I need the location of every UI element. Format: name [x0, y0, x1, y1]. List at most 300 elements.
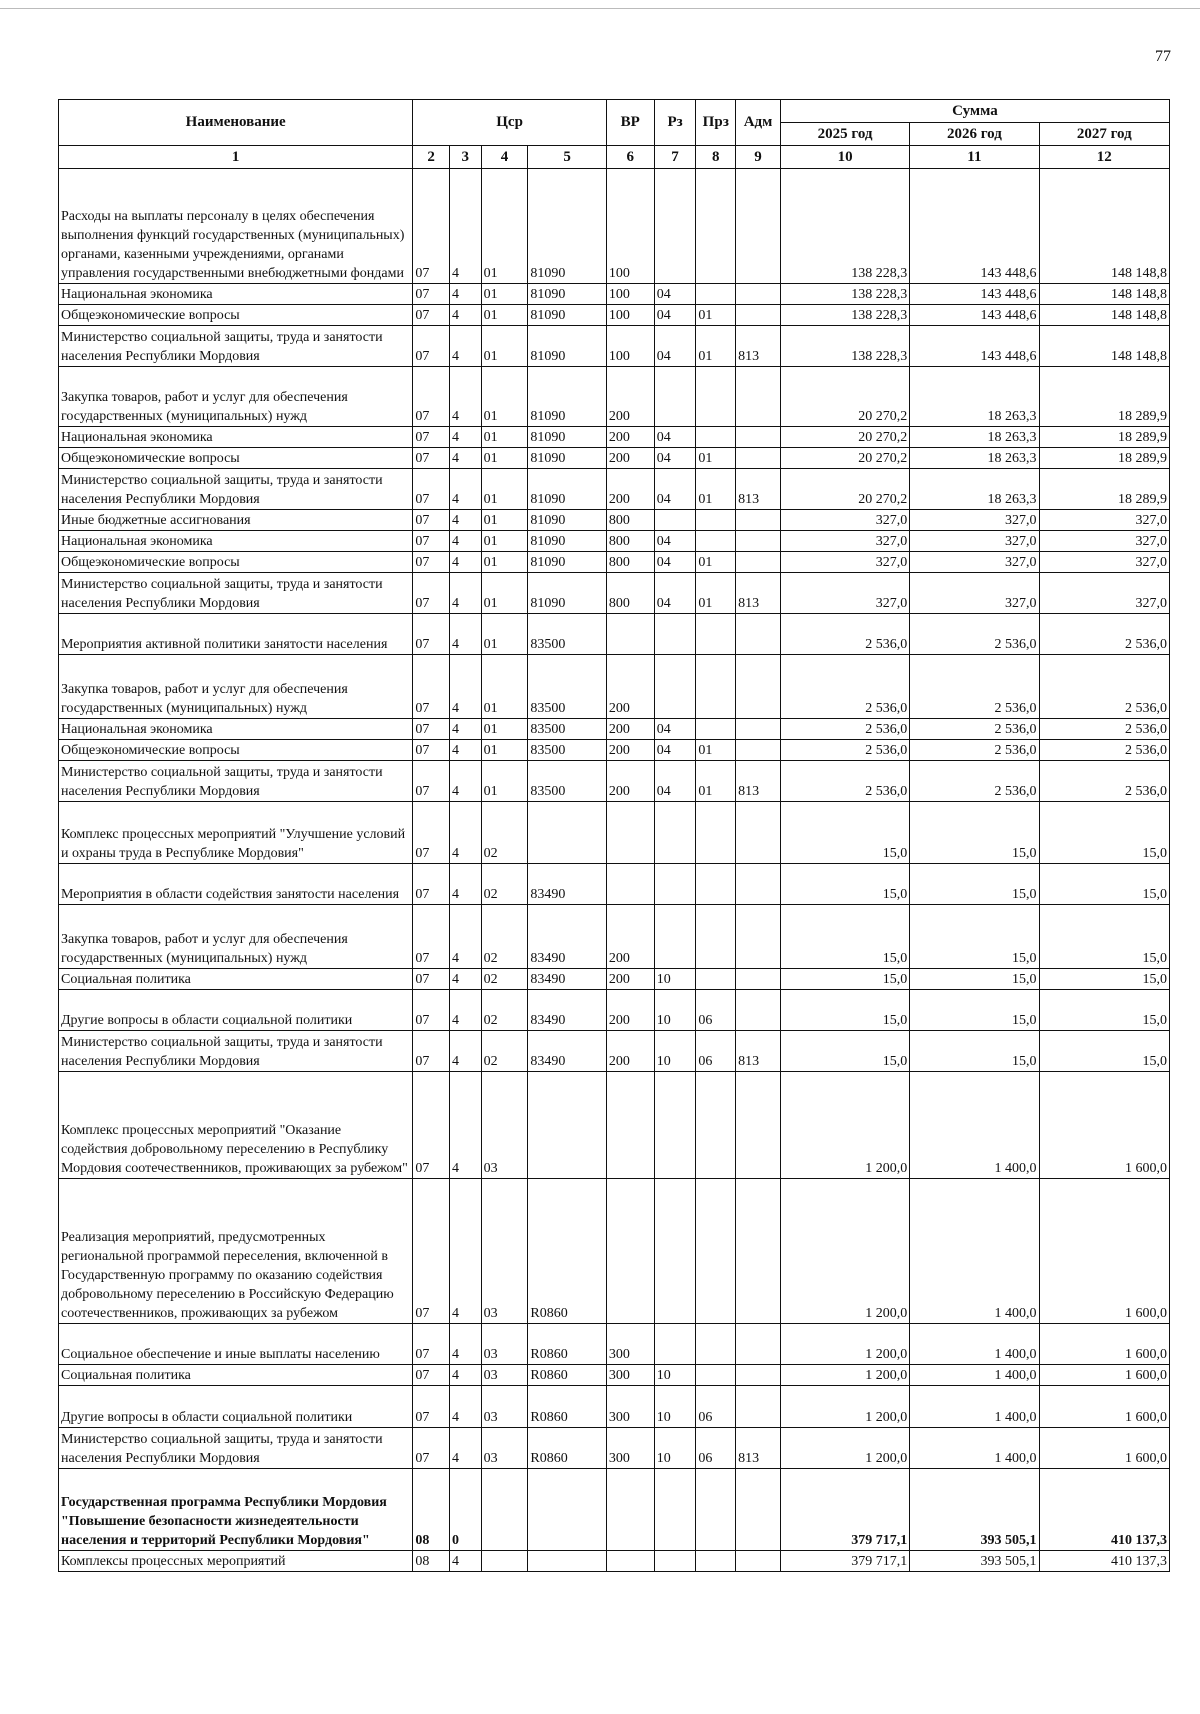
col-num: 1	[59, 146, 413, 169]
amount-2026: 1 400,0	[910, 1324, 1039, 1365]
table-row	[59, 305, 1170, 326]
col-num: 3	[450, 146, 482, 169]
csr-direction: R0860	[528, 1386, 606, 1428]
header-year-2025: 2025 год	[780, 123, 909, 146]
amount-2025: 327,0	[780, 573, 909, 614]
col-num: 8	[696, 146, 736, 169]
budget-table	[58, 99, 1170, 1572]
table-row	[59, 1179, 1170, 1324]
amount-2026: 18 263,3	[910, 469, 1039, 510]
rz-code	[654, 1469, 696, 1551]
table-row	[59, 740, 1170, 761]
csr-program: 07	[413, 1428, 450, 1469]
csr-complex: 01	[481, 326, 528, 367]
csr-program: 07	[413, 761, 450, 802]
csr-type: 4	[450, 864, 482, 905]
csr-type: 4	[450, 510, 482, 531]
row-name: Закупка товаров, работ и услуг для обеспечения государственных (муниципальных) нужд	[59, 367, 413, 427]
amount-2026: 15,0	[910, 990, 1039, 1031]
csr-complex: 01	[481, 284, 528, 305]
csr-type: 4	[450, 1551, 482, 1572]
header-adm: Адм	[736, 100, 781, 146]
vr-code	[606, 1551, 654, 1572]
table-row	[59, 864, 1170, 905]
csr-complex: 03	[481, 1324, 528, 1365]
csr-direction: 81090	[528, 367, 606, 427]
rz-code	[654, 614, 696, 655]
adm-code	[736, 905, 781, 969]
prz-code	[696, 367, 736, 427]
amount-2027: 2 536,0	[1039, 614, 1169, 655]
adm-code	[736, 531, 781, 552]
vr-code: 200	[606, 1031, 654, 1072]
rz-code: 04	[654, 469, 696, 510]
row-name: Государственная программа Республики Мордовия "Повышение безопасности жизнедеятельности населения и территорий Республики Мордовия"	[59, 1469, 413, 1551]
prz-code	[696, 284, 736, 305]
table-row	[59, 1428, 1170, 1469]
csr-program: 07	[413, 305, 450, 326]
csr-direction: R0860	[528, 1428, 606, 1469]
amount-2025: 138 228,3	[780, 284, 909, 305]
amount-2027: 148 148,8	[1039, 305, 1169, 326]
scan-edge-line	[0, 8, 1200, 9]
csr-type: 4	[450, 1031, 482, 1072]
csr-type: 4	[450, 169, 482, 284]
csr-direction: 81090	[528, 169, 606, 284]
csr-direction: 81090	[528, 552, 606, 573]
csr-type: 4	[450, 469, 482, 510]
amount-2027: 1 600,0	[1039, 1386, 1169, 1428]
rz-code: 04	[654, 284, 696, 305]
amount-2026: 143 448,6	[910, 305, 1039, 326]
row-name: Мероприятия активной политики занятости населения	[59, 614, 413, 655]
amount-2025: 20 270,2	[780, 448, 909, 469]
amount-2026: 15,0	[910, 969, 1039, 990]
header-name: Наименование	[59, 100, 413, 146]
vr-code: 200	[606, 367, 654, 427]
rz-code	[654, 1179, 696, 1324]
adm-code	[736, 969, 781, 990]
adm-code	[736, 1324, 781, 1365]
header-year-2026: 2026 год	[910, 123, 1039, 146]
amount-2026: 327,0	[910, 510, 1039, 531]
csr-direction: 81090	[528, 531, 606, 552]
vr-code: 800	[606, 552, 654, 573]
adm-code: 813	[736, 1031, 781, 1072]
amount-2025: 2 536,0	[780, 614, 909, 655]
row-name: Социальное обеспечение и иные выплаты населению	[59, 1324, 413, 1365]
amount-2027: 1 600,0	[1039, 1072, 1169, 1179]
prz-code: 01	[696, 326, 736, 367]
csr-complex: 01	[481, 761, 528, 802]
csr-program: 07	[413, 367, 450, 427]
amount-2027: 18 289,9	[1039, 469, 1169, 510]
rz-code	[654, 169, 696, 284]
csr-complex: 01	[481, 655, 528, 719]
csr-complex: 01	[481, 305, 528, 326]
amount-2027: 18 289,9	[1039, 367, 1169, 427]
prz-code	[696, 510, 736, 531]
rz-code: 04	[654, 740, 696, 761]
amount-2027: 15,0	[1039, 969, 1169, 990]
csr-type: 4	[450, 614, 482, 655]
amount-2025: 15,0	[780, 905, 909, 969]
table-row	[59, 169, 1170, 284]
col-num: 7	[654, 146, 696, 169]
table-row	[59, 905, 1170, 969]
prz-code	[696, 969, 736, 990]
csr-direction: 81090	[528, 510, 606, 531]
header-vr: ВР	[606, 100, 654, 146]
adm-code	[736, 169, 781, 284]
rz-code: 04	[654, 427, 696, 448]
csr-type: 4	[450, 740, 482, 761]
column-number-row	[59, 146, 1170, 169]
csr-type: 4	[450, 1365, 482, 1386]
vr-code: 200	[606, 990, 654, 1031]
header-prz: Прз	[696, 100, 736, 146]
adm-code	[736, 802, 781, 864]
table-row	[59, 469, 1170, 510]
csr-program: 07	[413, 990, 450, 1031]
csr-type: 4	[450, 573, 482, 614]
amount-2025: 15,0	[780, 864, 909, 905]
csr-type: 4	[450, 284, 482, 305]
csr-complex: 01	[481, 469, 528, 510]
prz-code	[696, 864, 736, 905]
vr-code: 200	[606, 655, 654, 719]
amount-2026: 143 448,6	[910, 169, 1039, 284]
rz-code: 04	[654, 326, 696, 367]
csr-type: 4	[450, 531, 482, 552]
vr-code: 200	[606, 427, 654, 448]
csr-program: 07	[413, 1179, 450, 1324]
row-name: Министерство социальной защиты, труда и занятости населения Республики Мордовия	[59, 326, 413, 367]
csr-complex: 03	[481, 1179, 528, 1324]
table-row	[59, 1031, 1170, 1072]
vr-code	[606, 864, 654, 905]
adm-code	[736, 1365, 781, 1386]
csr-direction: 81090	[528, 326, 606, 367]
csr-direction: 83500	[528, 614, 606, 655]
amount-2026: 18 263,3	[910, 367, 1039, 427]
adm-code: 813	[736, 469, 781, 510]
amount-2026: 15,0	[910, 864, 1039, 905]
row-name: Комплекс процессных мероприятий "Оказание содействия добровольному переселению в Республику Мордовия соотечественников, проживающих за рубежом"	[59, 1072, 413, 1179]
adm-code	[736, 614, 781, 655]
table-row	[59, 573, 1170, 614]
adm-code	[736, 1469, 781, 1551]
row-name: Закупка товаров, работ и услуг для обеспечения государственных (муниципальных) нужд	[59, 905, 413, 969]
row-name: Социальная политика	[59, 969, 413, 990]
table-row	[59, 802, 1170, 864]
table-row	[59, 1386, 1170, 1428]
amount-2027: 15,0	[1039, 864, 1169, 905]
vr-code: 200	[606, 469, 654, 510]
prz-code	[696, 719, 736, 740]
amount-2027: 2 536,0	[1039, 761, 1169, 802]
csr-complex: 02	[481, 905, 528, 969]
csr-direction: 83500	[528, 761, 606, 802]
csr-type: 4	[450, 1179, 482, 1324]
csr-complex	[481, 1551, 528, 1572]
rz-code: 04	[654, 761, 696, 802]
vr-code: 200	[606, 969, 654, 990]
rz-code: 04	[654, 573, 696, 614]
col-num: 5	[528, 146, 606, 169]
amount-2026: 327,0	[910, 552, 1039, 573]
prz-code: 06	[696, 990, 736, 1031]
row-name: Общеэкономические вопросы	[59, 305, 413, 326]
vr-code: 200	[606, 448, 654, 469]
table-row	[59, 990, 1170, 1031]
amount-2026: 1 400,0	[910, 1428, 1039, 1469]
csr-complex: 01	[481, 510, 528, 531]
header-rz: Рз	[654, 100, 696, 146]
amount-2027: 1 600,0	[1039, 1365, 1169, 1386]
csr-type: 4	[450, 1386, 482, 1428]
amount-2026: 18 263,3	[910, 448, 1039, 469]
prz-code: 01	[696, 552, 736, 573]
amount-2026: 327,0	[910, 573, 1039, 614]
amount-2025: 2 536,0	[780, 655, 909, 719]
amount-2026: 327,0	[910, 531, 1039, 552]
csr-complex: 01	[481, 740, 528, 761]
csr-direction: 81090	[528, 305, 606, 326]
row-name: Реализация мероприятий, предусмотренных региональной программой переселения, включенной в Государственную программу по оказанию содействия добровольному переселению в Российскую Федерацию соотечественников, проживающих за рубежом	[59, 1179, 413, 1324]
amount-2025: 15,0	[780, 969, 909, 990]
adm-code	[736, 1179, 781, 1324]
header-year-2027: 2027 год	[1039, 123, 1169, 146]
prz-code: 01	[696, 305, 736, 326]
adm-code: 813	[736, 326, 781, 367]
row-name: Общеэкономические вопросы	[59, 740, 413, 761]
csr-program: 08	[413, 1469, 450, 1551]
rz-code: 04	[654, 552, 696, 573]
amount-2025: 1 200,0	[780, 1179, 909, 1324]
amount-2026: 1 400,0	[910, 1386, 1039, 1428]
row-name: Министерство социальной защиты, труда и занятости населения Республики Мордовия	[59, 761, 413, 802]
rz-code	[654, 1072, 696, 1179]
prz-code	[696, 802, 736, 864]
table-row	[59, 761, 1170, 802]
amount-2025: 15,0	[780, 1031, 909, 1072]
amount-2027: 410 137,3	[1039, 1551, 1169, 1572]
prz-code: 01	[696, 469, 736, 510]
amount-2025: 327,0	[780, 552, 909, 573]
csr-direction: 83500	[528, 740, 606, 761]
prz-code	[696, 531, 736, 552]
vr-code: 200	[606, 905, 654, 969]
table-row	[59, 367, 1170, 427]
csr-program: 07	[413, 169, 450, 284]
rz-code	[654, 510, 696, 531]
amount-2027: 327,0	[1039, 510, 1169, 531]
csr-program: 07	[413, 1031, 450, 1072]
table-row	[59, 552, 1170, 573]
amount-2026: 143 448,6	[910, 326, 1039, 367]
rz-code	[654, 1324, 696, 1365]
prz-code	[696, 1072, 736, 1179]
row-name: Общеэкономические вопросы	[59, 448, 413, 469]
csr-program: 07	[413, 614, 450, 655]
csr-type: 4	[450, 1428, 482, 1469]
adm-code	[736, 552, 781, 573]
csr-program: 07	[413, 719, 450, 740]
amount-2026: 15,0	[910, 802, 1039, 864]
vr-code: 100	[606, 169, 654, 284]
table-row	[59, 969, 1170, 990]
vr-code	[606, 1179, 654, 1324]
vr-code: 300	[606, 1324, 654, 1365]
csr-type: 4	[450, 367, 482, 427]
vr-code: 200	[606, 761, 654, 802]
csr-type: 4	[450, 655, 482, 719]
row-name: Социальная политика	[59, 1365, 413, 1386]
row-name: Расходы на выплаты персоналу в целях обеспечения выполнения функций государственных (муниципальных) органами, казенными учреждениями, органами управления государственными внебюджетными фондами	[59, 169, 413, 284]
amount-2027: 1 600,0	[1039, 1428, 1169, 1469]
row-name: Общеэкономические вопросы	[59, 552, 413, 573]
csr-direction: 81090	[528, 573, 606, 614]
adm-code	[736, 990, 781, 1031]
csr-direction: 83500	[528, 719, 606, 740]
table-row	[59, 614, 1170, 655]
row-name: Другие вопросы в области социальной политики	[59, 1386, 413, 1428]
csr-program: 07	[413, 905, 450, 969]
col-num: 2	[413, 146, 450, 169]
csr-program: 07	[413, 1386, 450, 1428]
rz-code	[654, 864, 696, 905]
prz-code: 01	[696, 448, 736, 469]
csr-program: 07	[413, 469, 450, 510]
csr-complex: 01	[481, 169, 528, 284]
adm-code: 813	[736, 573, 781, 614]
row-name: Комплекс процессных мероприятий "Улучшение условий и охраны труда в Республике Мордовия"	[59, 802, 413, 864]
amount-2027: 18 289,9	[1039, 427, 1169, 448]
csr-type: 4	[450, 969, 482, 990]
csr-complex: 01	[481, 448, 528, 469]
csr-complex: 01	[481, 552, 528, 573]
amount-2026: 1 400,0	[910, 1365, 1039, 1386]
rz-code	[654, 655, 696, 719]
csr-program: 07	[413, 531, 450, 552]
amount-2025: 15,0	[780, 990, 909, 1031]
amount-2025: 20 270,2	[780, 367, 909, 427]
row-name: Комплексы процессных мероприятий	[59, 1551, 413, 1572]
amount-2025: 138 228,3	[780, 326, 909, 367]
adm-code	[736, 1072, 781, 1179]
table-row	[59, 510, 1170, 531]
rz-code: 10	[654, 1031, 696, 1072]
csr-complex: 01	[481, 573, 528, 614]
amount-2027: 15,0	[1039, 905, 1169, 969]
row-name: Национальная экономика	[59, 427, 413, 448]
csr-type: 4	[450, 305, 482, 326]
table-row	[59, 1551, 1170, 1572]
csr-program: 07	[413, 573, 450, 614]
amount-2027: 327,0	[1039, 573, 1169, 614]
csr-program: 07	[413, 655, 450, 719]
vr-code: 800	[606, 510, 654, 531]
amount-2026: 1 400,0	[910, 1072, 1039, 1179]
prz-code: 06	[696, 1031, 736, 1072]
amount-2025: 15,0	[780, 802, 909, 864]
table-row	[59, 1365, 1170, 1386]
adm-code	[736, 284, 781, 305]
vr-code: 100	[606, 305, 654, 326]
prz-code: 01	[696, 761, 736, 802]
csr-direction: R0860	[528, 1324, 606, 1365]
adm-code	[736, 510, 781, 531]
csr-direction: 83490	[528, 1031, 606, 1072]
csr-type: 4	[450, 427, 482, 448]
csr-complex: 02	[481, 990, 528, 1031]
amount-2027: 327,0	[1039, 552, 1169, 573]
vr-code: 300	[606, 1386, 654, 1428]
prz-code	[696, 169, 736, 284]
csr-type: 4	[450, 802, 482, 864]
csr-direction	[528, 1072, 606, 1179]
amount-2026: 2 536,0	[910, 655, 1039, 719]
page-number: 77	[1155, 48, 1171, 65]
adm-code	[736, 448, 781, 469]
vr-code: 800	[606, 531, 654, 552]
prz-code: 01	[696, 573, 736, 614]
row-name: Министерство социальной защиты, труда и занятости населения Республики Мордовия	[59, 1031, 413, 1072]
prz-code	[696, 1365, 736, 1386]
prz-code: 01	[696, 740, 736, 761]
row-name: Министерство социальной защиты, труда и занятости населения Республики Мордовия	[59, 573, 413, 614]
csr-program: 07	[413, 552, 450, 573]
csr-program: 07	[413, 1365, 450, 1386]
csr-complex: 02	[481, 802, 528, 864]
amount-2025: 2 536,0	[780, 761, 909, 802]
csr-program: 07	[413, 284, 450, 305]
amount-2026: 2 536,0	[910, 761, 1039, 802]
amount-2026: 15,0	[910, 905, 1039, 969]
table-row	[59, 531, 1170, 552]
csr-type: 4	[450, 326, 482, 367]
rz-code	[654, 802, 696, 864]
rz-code: 10	[654, 969, 696, 990]
prz-code	[696, 655, 736, 719]
adm-code	[736, 719, 781, 740]
csr-complex: 03	[481, 1428, 528, 1469]
csr-program: 07	[413, 969, 450, 990]
csr-type: 4	[450, 990, 482, 1031]
csr-type: 4	[450, 552, 482, 573]
rz-code: 10	[654, 1365, 696, 1386]
table-row	[59, 655, 1170, 719]
amount-2027: 148 148,8	[1039, 284, 1169, 305]
rz-code: 04	[654, 719, 696, 740]
csr-direction: 83500	[528, 655, 606, 719]
amount-2025: 1 200,0	[780, 1072, 909, 1179]
header-csr: Цср	[413, 100, 607, 146]
vr-code: 800	[606, 573, 654, 614]
table-row	[59, 1324, 1170, 1365]
amount-2025: 379 717,1	[780, 1551, 909, 1572]
amount-2026: 18 263,3	[910, 427, 1039, 448]
table-row	[59, 1469, 1170, 1551]
rz-code: 10	[654, 1386, 696, 1428]
rz-code: 04	[654, 305, 696, 326]
amount-2026: 1 400,0	[910, 1179, 1039, 1324]
csr-type: 4	[450, 1324, 482, 1365]
csr-complex: 01	[481, 719, 528, 740]
prz-code	[696, 427, 736, 448]
amount-2026: 393 505,1	[910, 1551, 1039, 1572]
